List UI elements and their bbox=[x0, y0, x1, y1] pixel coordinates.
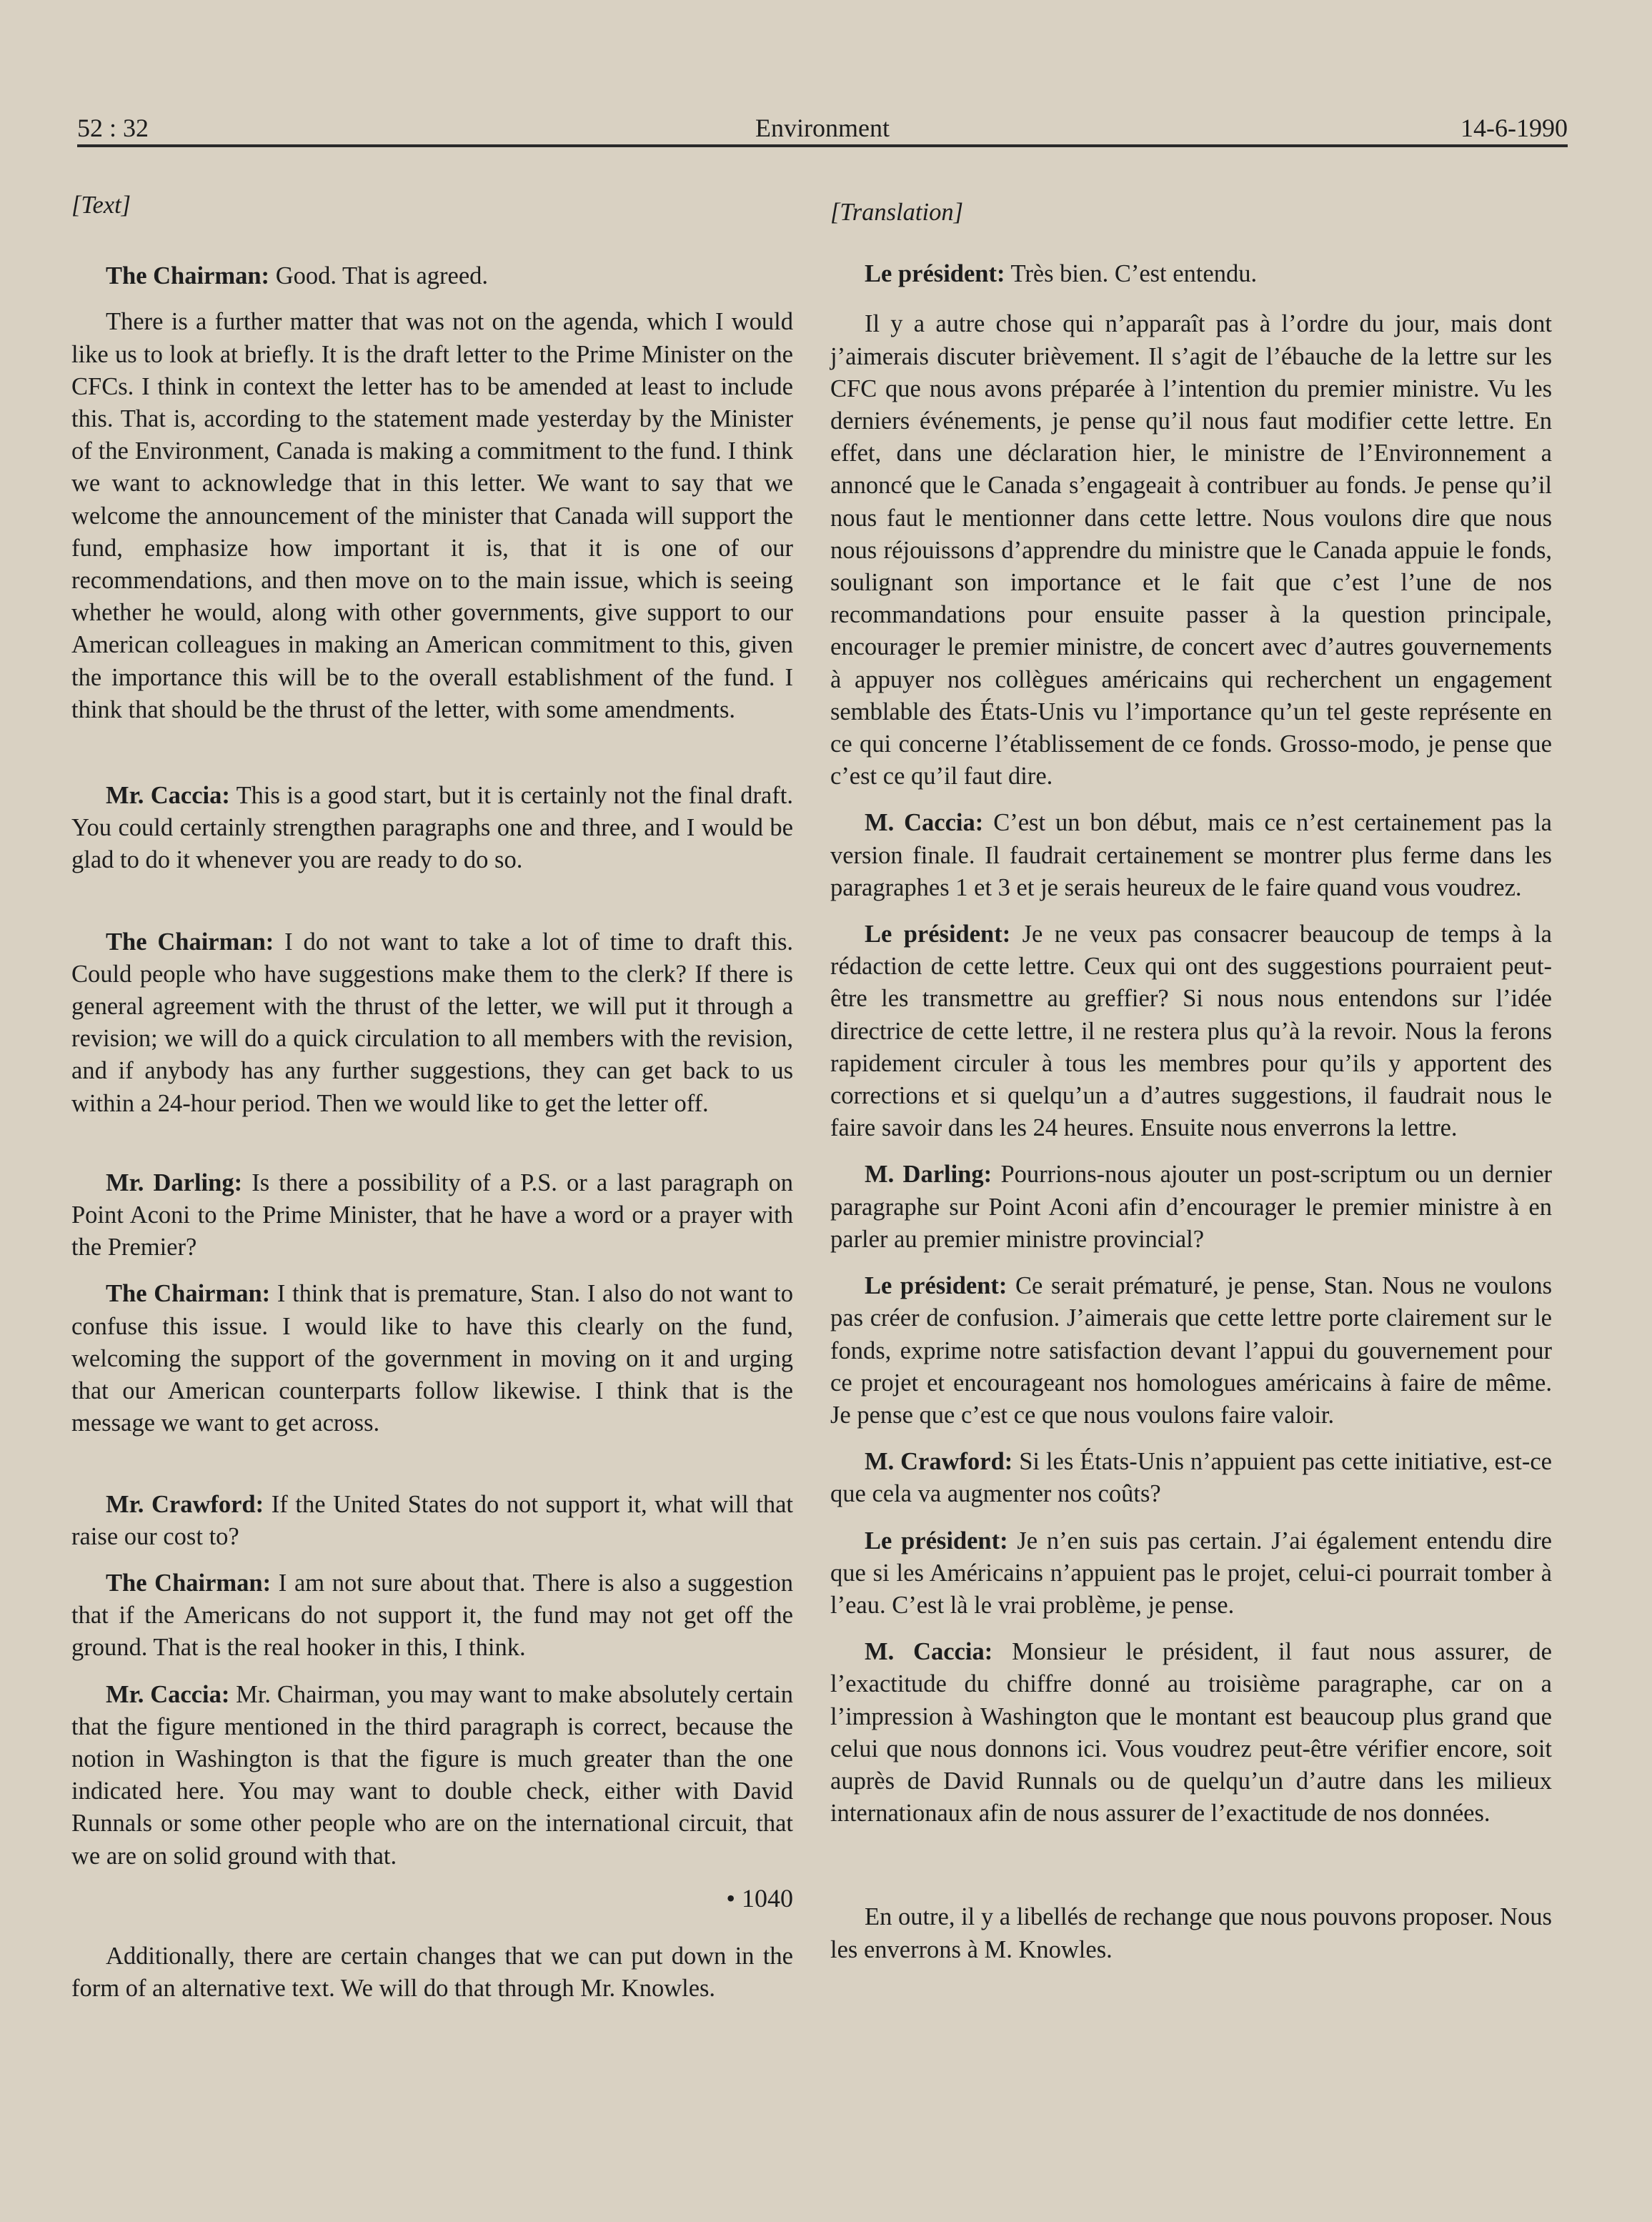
speaker-name: The Chairman: bbox=[106, 262, 270, 290]
speech-text: There is a further matter that was not on the agenda, which I would like us to look at briefly. It is the draft letter to the Prime Minister on the CFCs. I think in context the letter has to be amended at least to include this. That is, according to the statement made yesterday by the Minister of the Environment, Canada is making a commitment to the fund. I think we want to acknowledge that in this letter. We want to say that we welcome the announcement of the minister that Canada will support the fund, emphasize how important it is, that it is one of our recommendations, and then move on to the main issue, which is seeing whether he would, along with other governments, give support to our American colleagues in making an American commitment to this, given the importance this will be to the overall establishment of the fund. I think that should be the thrust of the letter, with some amendments. bbox=[71, 308, 793, 723]
paragraph bbox=[830, 1636, 1552, 1830]
paragraph: En outre, il y a libellés de rechange que nous pouvons proposer. Nous les enverrons à M. Knowles. bbox=[830, 1903, 1552, 1963]
paragraph bbox=[71, 780, 793, 877]
speech-text: Pourrions-nous ajouter un post-scriptum ou un dernier paragraphe sur Point Aconi afin d’encourager le premier ministre à en parler au premier ministre provincial? bbox=[830, 1161, 1553, 1253]
speaker-name: M. Darling: bbox=[865, 1161, 992, 1189]
speech-text: Je n’en suis pas certain. J’ai également entendu dire que si les Américains n’appuient pas le projet, celui-ci pourrait tomber à l’eau. C’est là le vrai problème, je pense. bbox=[830, 1527, 1552, 1619]
speech-text: I am not sure about that. There is also a suggestion that if the Americans do not support it, the fund may not get off the ground. That is the real hooker in this, I think. bbox=[71, 1569, 793, 1662]
french-column bbox=[830, 189, 1552, 1966]
paragraph bbox=[830, 1270, 1552, 1432]
speech-text: Ce serait prématuré, je pense, Stan. Nous ne voulons pas créer de confusion. J’aimerais que cette lettre porte clairement sur le fonds, exprime notre satisfaction devant l’appui du gouvernement pour ce projet et encourageant nos homologues américains à faire de même. Je pense que c’est ce que nous voulons faire valoir. bbox=[830, 1272, 1552, 1429]
paragraph bbox=[830, 1446, 1552, 1510]
page-header bbox=[77, 107, 1568, 150]
paragraph: Additionally, there are certain changes that we can put down in the form of an alternative text. We will do that through Mr. Knowles. bbox=[71, 1942, 793, 2003]
paragraph bbox=[71, 306, 793, 726]
speaker-name: Mr. Caccia: bbox=[106, 1680, 230, 1708]
speech-text: If the United States do not support it, what will that raise our cost to? bbox=[71, 1490, 793, 1550]
paragraph bbox=[830, 807, 1552, 904]
speech-text: Is there a possibility of a P.S. or a last paragraph on Point Aconi to the Prime Minister, that he have a word or a prayer with the Premier? bbox=[71, 1169, 793, 1261]
time-marker: • 1040 bbox=[726, 1883, 793, 1913]
paragraph bbox=[71, 1167, 793, 1264]
speech-text: Good. That is agreed. bbox=[269, 262, 489, 290]
paragraph bbox=[830, 918, 1552, 1144]
paragraph bbox=[830, 1525, 1552, 1622]
header-rule bbox=[77, 144, 1568, 147]
speech-text: Si les États-Unis n’appuient pas cette initiative, est-ce que cela va augmenter nos coûts? bbox=[830, 1448, 1552, 1508]
english-column bbox=[71, 189, 793, 2005]
paragraph bbox=[71, 1567, 793, 1665]
speaker-name: M. Caccia: bbox=[865, 1638, 993, 1666]
speech-text: Je ne veux pas consacrer beaucoup de temps à la rédaction de cette lettre. Ceux qui ont des suggestions pourraient peut-être les transmettre au greffier? Si nous nous entendons sur l’idée directrice de cette lettre, il ne restera plus qu’à la revoir. Nous la ferons rapidement circuler à tous les membres pour qu’ils y apportent des corrections et si quelqu’un a d’autres suggestions, il faudrait nous le faire savoir dans les 24 heures. Ensuite nous enverrons la lettre. bbox=[830, 921, 1552, 1142]
speaker-name: The Chairman: bbox=[106, 1569, 272, 1597]
speech-text: I think that is premature, Stan. I also do not want to confuse this issue. I would like to have this clearly on the fund, welcoming the support of the government in moving on it and urging that our American counterparts follow likewise. I think that is the message we want to get across. bbox=[71, 1280, 793, 1437]
speech-text: C’est un bon début, mais ce n’est certainement pas la version finale. Il faudrait certainement se montrer plus ferme dans les paragraphes 1 et 3 et je serais heureux de le faire quand vous voudrez. bbox=[830, 809, 1552, 901]
speech-text: This is a good start, but it is certainly not the final draft. You could certainly strengthen paragraphs one and three, and I would be glad to do it whenever you are ready to do so. bbox=[71, 782, 794, 874]
paragraph bbox=[830, 308, 1552, 793]
speaker-name: Mr. Darling: bbox=[106, 1169, 243, 1196]
speaker-name: Mr. Crawford: bbox=[106, 1490, 264, 1518]
speaker-name: M. Caccia: bbox=[865, 809, 984, 837]
speaker-name: Le président: bbox=[865, 260, 1005, 288]
paragraph bbox=[71, 1489, 793, 1553]
speaker-name: The Chairman: bbox=[106, 928, 274, 956]
paragraph bbox=[71, 260, 793, 292]
page-number: 52 : 32 bbox=[77, 114, 149, 142]
speech-text: Mr. Chairman, you may want to make absolutely certain that the figure mentioned in the third paragraph is correct, because the notion in Washington is that the figure is much greater than the one indicated here. You may want to double check, either with David Runnals or some other people who are on the international circuit, that we are on solid ground with that. bbox=[71, 1680, 794, 1870]
speech-text: Très bien. C’est entendu. bbox=[1005, 260, 1258, 288]
page-title: Environment bbox=[755, 114, 890, 142]
speech-text: Il y a autre chose qui n’apparaît pas à l’ordre du jour, mais dont j’aimerais discuter brièvement. Il s’agit de l’ébauche de la lettre sur les CFC que nous avons préparée à l’intention du premier ministre. Vu les derniers événements, je pense qu’il nous faut modifier cette lettre. En effet, dans une déclaration hier, le ministre de l’Environnement a annoncé que le Canada s’engageait à contribuer au fonds. Je pense qu’il nous faut le mentionner dans cette lettre. Nous voulons dire que nous nous réjouissons d’apprendre du ministre que le Canada appuie le fonds, soulignant son importance et le fait que c’est l’une de nos recommandations pour ensuite passer à la question principale, encourager le premier ministre, de concert avec d’autres gouvernements à appuyer nos collègues américains qui recherchent un engagement semblable des États-Unis vu l’importance qu’un tel geste représente en ce qui concerne l’établissement de ce fonds. Grosso-modo, je pense que c’est ce qu’il faut dire. bbox=[830, 310, 1552, 790]
speaker-name: The Chairman: bbox=[106, 1280, 271, 1308]
paragraph bbox=[71, 1679, 793, 1873]
speaker-name: M. Crawford: bbox=[865, 1448, 1013, 1476]
paragraph bbox=[830, 258, 1552, 290]
paragraph bbox=[71, 1278, 793, 1439]
paragraph bbox=[71, 926, 793, 1120]
page-date: 14-6-1990 bbox=[1461, 114, 1568, 142]
speaker-name: Mr. Caccia: bbox=[106, 782, 230, 810]
text-label: [Text] bbox=[71, 192, 131, 219]
paragraph bbox=[830, 1159, 1552, 1256]
speaker-name: Le président: bbox=[865, 921, 1011, 948]
speech-text: I do not want to take a lot of time to draft this. Could people who have suggestions make them to the clerk? If there is general agreement with the thrust of the letter, we will put it through a revision; we will do a quick circulation to all members with the revision, and if anybody has any further suggestions, they can get back to us within a 24-hour period. Then we would like to get the letter off. bbox=[71, 928, 793, 1117]
speaker-name: Le président: bbox=[865, 1527, 1008, 1554]
speaker-name: Le président: bbox=[865, 1272, 1007, 1300]
translation-label: [Translation] bbox=[830, 199, 963, 226]
speech-text: Monsieur le président, il faut nous assurer, de l’exactitude du chiffre donné au troisième paragraphe, car on a l’impression à Washington que le montant est beaucoup plus grand que celui que nous donnons ici. Vous voudrez peut-être vérifier encore, soit auprès de David Runnals ou de quelqu’un d’autre dans les milieux internationaux afin de nous assurer de l’exactitude de nos données. bbox=[830, 1638, 1552, 1827]
